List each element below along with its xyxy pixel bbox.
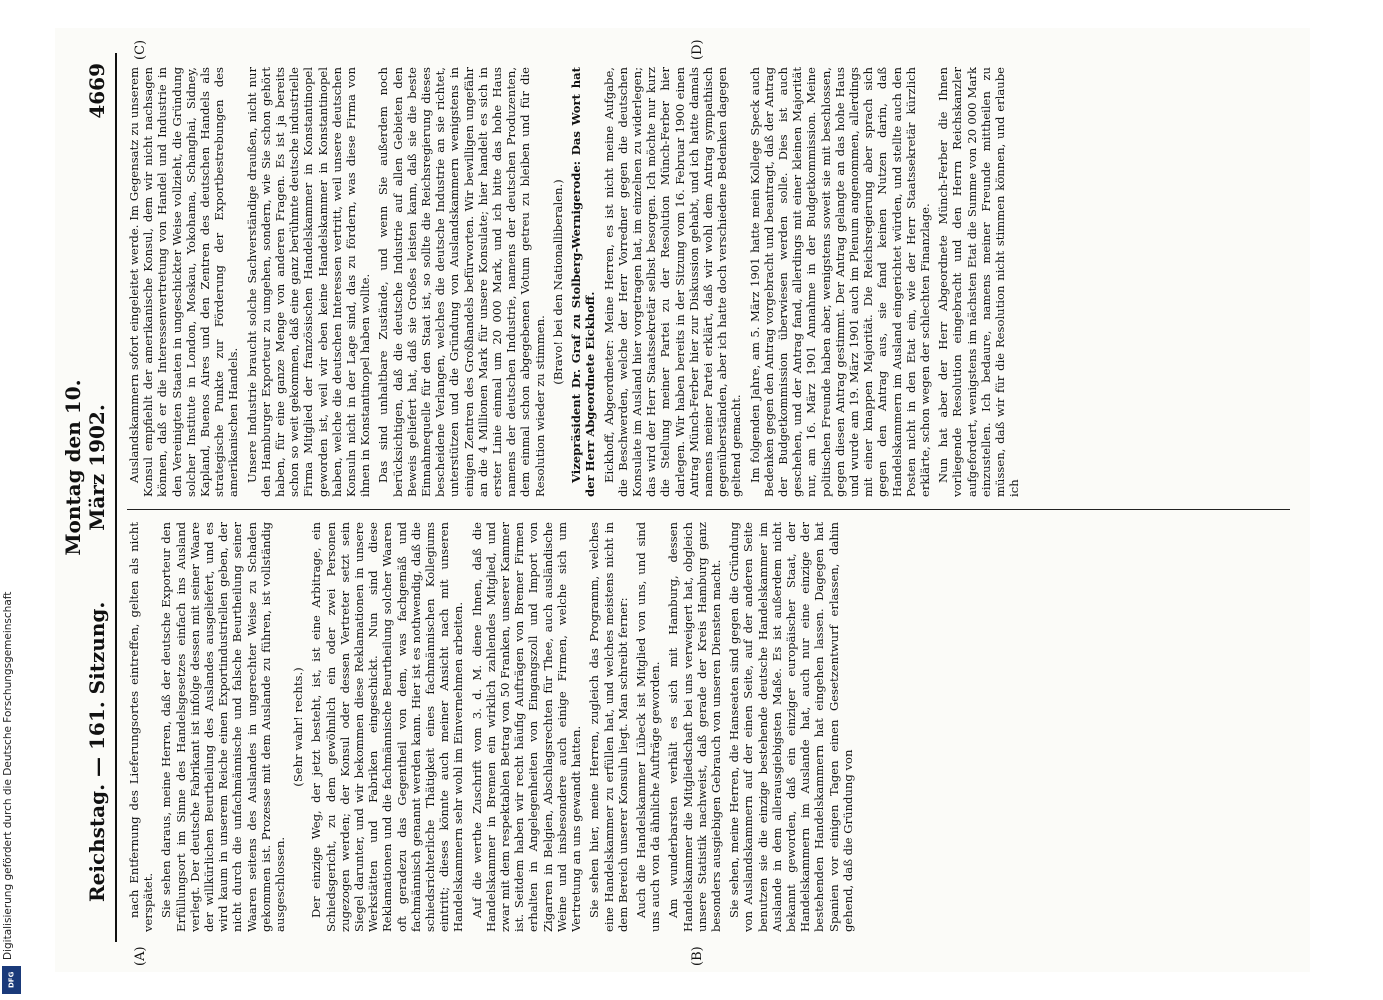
margin-marker-a: (A) <box>133 946 148 966</box>
paragraph: Am wunderbarsten verhält es sich mit Hamburg, dessen Handelskammer die Mitgliedschaft bei uns verweigert hat, obgleich unsere Statistik nachweist, daß gerade der Kreis Hamburg ganz besonders ausgiebigen Gebrauch von unseren Diensten macht. <box>666 522 723 932</box>
paragraph: Eickhoff, Abgeordneter: Meine Herren, es ist nicht meine Aufgabe, die Beschwerden, welche der Herr Vorredner gegen die deutschen Konsulate im Ausland hier vorgetragen hat, im einzelnen zu widerlegen; das wird der Herr Staatssekretär selbst besorgen. Ich möchte nur kurz die Stellung meiner Partei zu der Resolution Münch-Ferber hier darlegen. Wir haben bereits in der Sitzung vom 16. Februar 1900 einen Antrag Münch-Ferber hier zur Diskussion gehabt, und ich hatte damals namens meiner Partei erklärt, daß wir wohl dem Antrag sympathisch gegenüberständen, aber ich hatte doch verschiedene Bedenken dagegen geltend gemacht. <box>601 67 744 497</box>
paragraph: Sie sehen, meine Herren, die Hanseaten sind gegen die Gründung von Auslandskammern auf der einen Seite, auf der anderen Seite benutzen sie die einzige bestehende deutsche Handelskammer im Auslande in dem allerausgiebigsten Maße. Es ist außerdem nicht bekannt geworden, daß ein einziger europäischer Staat, der Handelskammern im Auslande hat, auch nur eine einzige der bestehenden Handelskammern hat eingehen lassen. Dagegen hat Spanien vor einigen Tagen einen Gesetzentwurf erlassen, dahin gehend, daß die Gründung von <box>727 522 855 932</box>
margin-marker-d: (D) <box>690 39 705 60</box>
left-column <box>127 522 1290 932</box>
page-number: 4669 <box>85 63 109 119</box>
paragraph: Auslandskammern sofort eingeleitet werde. Im Gegensatz zu unserem Konsul empfiehlt der amerikanische Konsul, dem wir nicht nachsagen können, daß er die Interessenvertretung von Handel und Industrie in den Vereinigten Staaten in ungeschickter Weise vollzieht, die Gründung solcher Institute in London, Moskau, Yokohama, Schanghai, Sidney, Kapland, Buenos Aires und den Zentren des deutschen Handels als strategische Punkte zur Förderung der Exportbestrebungen des amerikanischen Handels. <box>127 67 241 497</box>
right-column <box>127 67 1290 497</box>
margin-marker-b: (B) <box>690 946 705 966</box>
funding-note: Digitalisierung gefördert durch die Deutsche Forschungsgemeinschaft <box>2 591 14 960</box>
interjection: (Bravo! bei den Nationalliberalen.) <box>550 179 565 385</box>
paragraph: Auf die werthe Zuschrift vom 3. d. M. diene Ihnen, daß die Handelskammer in Bremen ein wirklich zahlendes Mitglied, und zwar mit dem respektablen Betrag von 50 Franken, unserer Kammer ist. Seitdem haben wir recht häufig Aufträgen von Bremer Firmen erhalten in Angelegenheiten von Eingangszoll und Import von Zigarren in Belgien, Abschlagsrechten für Thee, auch ausländische Weine und insbesondere auch einige Firmen, welche sich um Vertretung an uns gewandt hatten. <box>469 522 584 932</box>
paragraph: Das sind unhaltbare Zustände, und wenn Sie außerdem noch berücksichtigen, daß die deutsche Industrie auf allen Gebieten den Beweis geliefert hat, daß sie Großes leisten kann, daß sie die beste Einnahmequelle für den Staat ist, so sollte die Reichsregierung dieses bescheidene Verlangen, welches die deutsche Industrie an sie richtet, unterstützen und die Gründung von Auslandskammern wenigstens in einigen Zentren des Großhandels befürworten. Wir bewilligen ungefähr an die 4 Millionen Mark für unsere Konsulate; hier handelt es sich in erster Linie einmal um 20 000 Mark, und ich bitte das hohe Haus namens der deutschen Industrie, namens der deutschen Produzenten, dem einmal schon abgegebenen Votum getreu zu bleiben und für die Resolution wieder zu stimmen. <box>376 67 547 497</box>
page-header <box>61 53 117 942</box>
header-date: Montag den 10. März 1902. <box>61 379 109 556</box>
paragraph: Nun hat aber der Herr Abgeordnete Münch-Ferber die Ihnen vorliegende Resolution eingebracht und den Herrn Reichskanzler aufgefordert, wenigstens im nächsten Etat die Summe von 20 000 Mark einzustellen. Ich bedaure, namens meiner Freunde mittheilen zu müssen, daß wir für die Resolution nicht stimmen können, und erlaube ich <box>936 67 1022 497</box>
column-divider <box>127 509 1290 510</box>
paragraph: Auch die Handelskammer Lübeck ist Mitglied von uns, und sind uns auch von da ähnliche Aufträge geworden. <box>633 522 663 932</box>
paragraph: nach Entfernung des Lieferungsortes eintreffen, gelten als nicht verspätet. <box>127 522 156 932</box>
header-title: Reichstag. — 161. Sitzung. <box>85 601 109 902</box>
paragraph: Der einzige Weg, der jetzt besteht, ist, ist eine Arbitrage, ein Schiedsgericht, zu dem gewöhnlich ein oder zwei Personen zugezogen werden; der Konsul oder dessen Vertreter setzt sein Siegel darunter, und wir bekommen diese Reklamationen in unsere Werkstätten und Fabriken eingeschickt. Nun sind diese Reklamationen und die fachmännische Beurtheilung solcher Waaren oft geradezu das Gegentheil von dem, was fachgemäß und fachmännisch genannt werden kann. Hier ist es nothwendig, daß die schiedsrichterliche Thätigkeit eines fachmännischen Kollegiums eintritt; dieses könnte auch meiner Ansicht nach mit unseren Handelskammern sehr wohl im Einvernehmen arbeiten. <box>309 522 466 932</box>
paragraph: Sie sehen daraus, meine Herren, daß der deutsche Exporteur den Erfüllungsort im Sinne des Handelsgesetzes einfach ins Ausland verlegt. Der deutsche Fabrikant ist infolge dessen mit seiner Waare der willkürlichen Beurtheilung des Auslandes ausgeliefert, und es wird kaum in unserem Reiche einen Exportindustriellen geben, der nicht durch die unfachmännische und falsche Beurtheilung seiner Waaren seitens des Auslandes in ungerechter Weise zu Schaden gekommen ist. Prozesse mit dem Auslande zu führen, ist vollständig ausgeschlossen. <box>159 522 288 932</box>
speaker-line: Vizepräsident Dr. Graf zu Stolberg-Wernigerode: Das Wort hat der Herr Abgeordnete Eickhoff. <box>569 67 598 497</box>
paragraph: Unsere Industrie braucht solche Sachverständige draußen, nicht nur den Hamburger Exporteur zu umgehen, sondern, wie Sie schon gehört haben, für eine ganze Menge von anderen Fragen. Es ist ja bereits schon so weit gekommen, daß eine ganz berühmte deutsche industrielle Firma Mitglied der französischen Handelskammer in Konstantinopel geworden ist, weil wir eben keine Handelskammer in Konstantinopel haben, welche die deutschen Interessen vertritt, weil unsere deutschen Konsuln nicht in der Lage sind, das zu fördern, was diese Firma von ihnen in Konstantinopel haben wollte. <box>244 67 373 497</box>
paragraph: Im folgenden Jahre, am 5. März 1901 hatte mein Kollege Speck auch Bedenken gegen den Antrag vorgebracht und beantragt, daß der Antrag der Budgetkommission überwiesen werden solle. Dies ist auch geschehen, und der Antrag fand, allerdings mit einer kleinen Majorität nur, am 16. März 1901 Annahme in der Budgetkommission. Meine politischen Freunde haben aber, wenigstens soweit sie mit beschlossen, gegen diesen Antrag gestimmt. Der Antrag gelangte an das hohe Haus und wurde am 19. März 1901 auch im Plenum angenommen, allerdings mit einer knappen Majorität. Die Reichsregierung aber sprach sich gegen den Antrag aus, sie fand keinen Nutzen darin, daß Handelskammern im Ausland eingerichtet würden, und stellte auch den Posten nicht in den Etat ein, wie der Herr Staatssekretär kürzlich erklärte, schon wegen der schlechten Finanzlage. <box>747 67 932 497</box>
paragraph: Sie sehen hier, meine Herren, zugleich das Programm, welches eine Handelskammer zu erfüllen hat, und welches meistens nicht in dem Bereich unserer Konsuln liegt. Man schreibt ferner: <box>587 522 630 932</box>
margin-marker-c: (C) <box>133 39 148 60</box>
interjection: (Sehr wahr! rechts.) <box>291 667 306 787</box>
scanned-page <box>55 28 1310 972</box>
dfg-logo: DFG <box>2 966 21 994</box>
